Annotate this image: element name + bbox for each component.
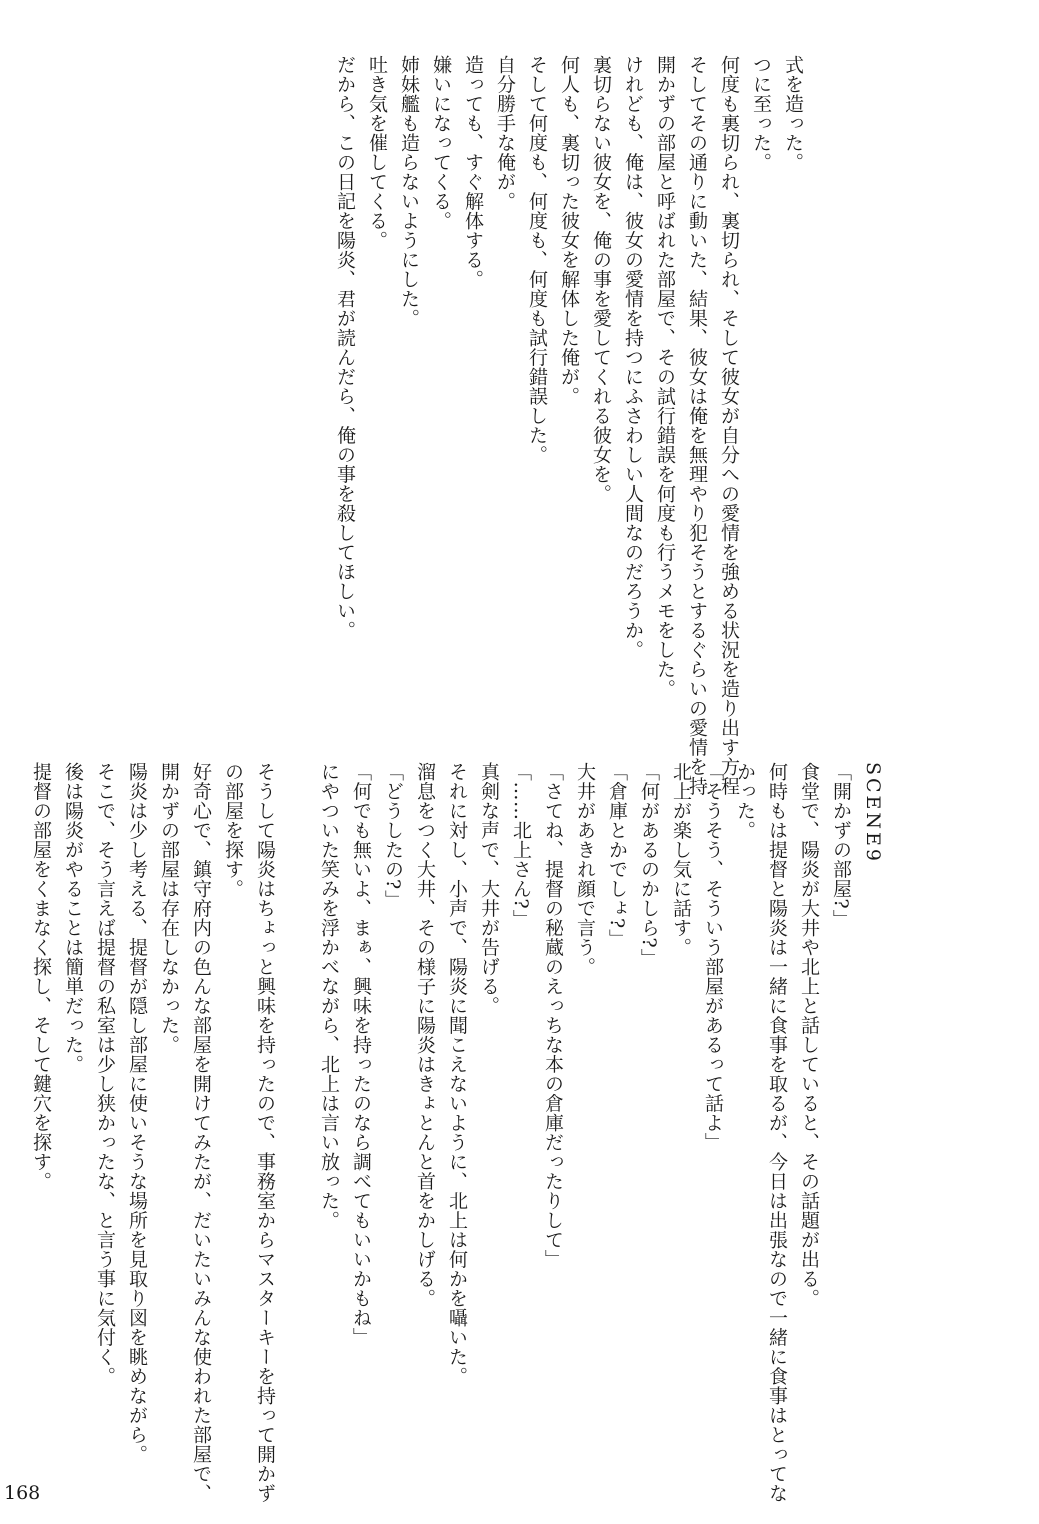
text-line: かった。 (734, 762, 756, 840)
text-line: つに至った。 (750, 55, 772, 172)
text-line: 裏切らない彼女を、俺の事を愛してくれる彼女を。 (590, 55, 612, 504)
text-line: 北上が楽し気に話す。 (670, 762, 692, 957)
text-line: そしてその通りに動いた、結果、彼女は俺を無理やり犯そうとするぐらいの愛情を持 (686, 55, 708, 796)
text-line: 提督の部屋をくまなく探し、そして鍵穴を探す。 (30, 762, 52, 1191)
text-line: 「さてね、提督の秘蔵のえっちな本の倉庫だったりして」 (542, 762, 564, 1269)
bottom-text-block (25, 762, 889, 1503)
text-line: だから、この日記を陽炎、君が読んだら、俺の事を殺してほしい。 (334, 55, 356, 640)
text-line: にやついた笑みを浮かべながら、北上は言い放った。 (318, 762, 340, 1230)
blank-line (281, 762, 313, 1482)
text-line: 吐き気を催してくる。 (366, 55, 388, 250)
text-line: 開かずの部屋は存在しなかった。 (158, 762, 180, 1055)
page-number: 168 (4, 1482, 41, 1504)
top-text-block (329, 55, 809, 796)
text-line: そして何度も、何度も、何度も試行錯誤した。 (526, 55, 548, 465)
text-line: 「開かずの部屋?」 (830, 762, 852, 929)
text-line: 「……北上さん?」 (510, 762, 532, 929)
text-line: 自分勝手な俺が。 (494, 55, 516, 211)
text-line: 陽炎は少し考える、提督が隠し部屋に使いそうな場所を見取り図を眺めながら。 (126, 762, 148, 1464)
scene-heading: SCENE9 (862, 762, 884, 865)
text-line: 「どうしたの?」 (382, 762, 404, 910)
text-line: 何時もは提督と陽炎は一緒に食事を取るが、今日は出張なので一緒に食事はとってな (766, 762, 788, 1503)
text-line: 何人も、裏切った彼女を解体した俺が。 (558, 55, 580, 406)
text-line: 「そうそう、そういう部屋があるって話よ」 (702, 762, 724, 1152)
text-line: 嫌いになってくる。 (430, 55, 452, 231)
text-line: 「倉庫とかでしょ?」 (606, 762, 628, 949)
text-line: 「何でも無いよ、まぁ、興味を持ったのなら調べてもいいかもね」 (350, 762, 372, 1347)
text-line: 真剣な声で、大井が告げる。 (478, 762, 500, 1016)
text-line: そこで、そう言えば提督の私室は少し狭かったな、と言う事に気付く。 (94, 762, 116, 1386)
text-line: 後は陽炎がやることは簡単だった。 (62, 762, 84, 1074)
text-line: 好奇心で、鎮守府内の色んな部屋を開けてみたが、だいたいみんな使われた部屋で、 (190, 762, 212, 1503)
text-line: 式を造った。 (782, 55, 804, 172)
text-line: けれども、俺は、彼女の愛情を持つにふさわしい人間なのだろうか。 (622, 55, 644, 660)
text-line: 何度も裏切られ、裏切られ、そして彼女が自分への愛情を強める状況を造り出す方程 (718, 55, 740, 796)
text-line: 造っても、すぐ解体する。 (462, 55, 484, 289)
text-line: 「何があるのかしら?」 (638, 762, 660, 968)
text-line: の部屋を探す。 (222, 762, 244, 899)
text-line: 姉妹艦も造らないようにした。 (398, 55, 420, 328)
text-line: 大井があきれ顔で言う。 (574, 762, 596, 977)
text-line: それに対し、小声で、陽炎に聞こえないように、北上は何かを囁いた。 (446, 762, 468, 1386)
text-line: 溜息をつく大井、その様子に陽炎はきょとんと首をかしげる。 (414, 762, 436, 1308)
text-line: 開かずの部屋と呼ばれた部屋で、その試行錯誤を何度も行うメモをした。 (654, 55, 676, 699)
text-line: そうして陽炎はちょっと興味を持ったので、事務室からマスターキーを持って開かず (254, 762, 276, 1503)
text-line: 食堂で、陽炎が大井や北上と話していると、その話題が出る。 (798, 762, 820, 1308)
